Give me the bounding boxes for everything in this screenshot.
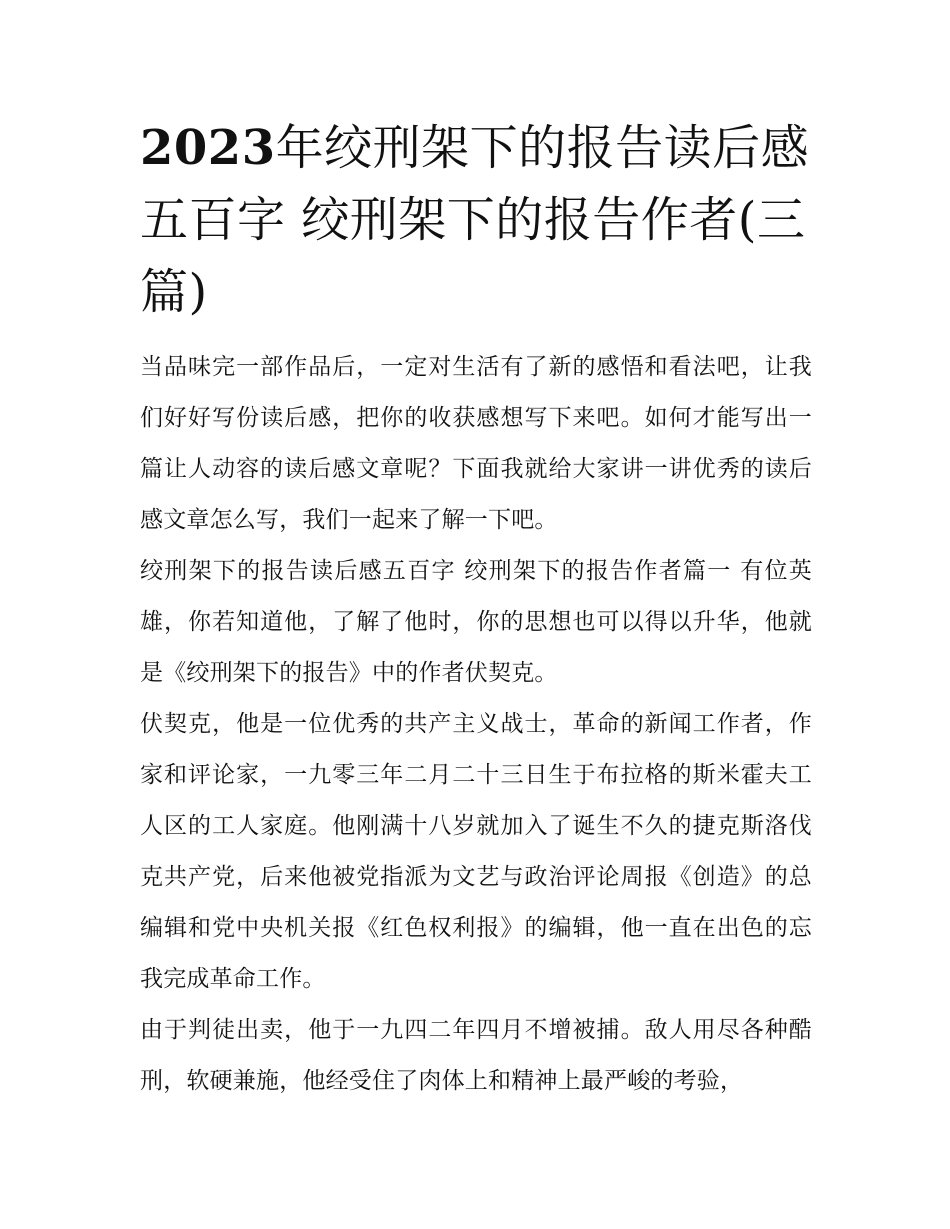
document-title (140, 112, 812, 328)
paragraph-section-one: 绞刑架下的报告读后感五百字 绞刑架下的报告作者篇一 有位英雄，你若知道他，了解了他时，你的思想也可以得以升华，他就是《绞刑架下的报告》中的作者伏契克。 (140, 558, 812, 686)
title-text: 年绞刑架下的报告读后感五百字 绞刑架下的报告作者(三篇) (140, 120, 810, 320)
paragraph-author-bio: 伏契克，他是一位优秀的共产主义战士，革命的新闻工作者，作家和评论家，一九零三年二月二十三日生于布拉格的斯米霍夫工人区的工人家庭。他刚满十八岁就加入了诞生不久的捷克斯洛伐克共产党，后来他被党指派为文艺与政治评论周报《创造》的总编辑和党中央机关报《红色权利报》的编辑，他一直在出色的忘我完成革命工作。 (140, 711, 812, 992)
paragraph-intro: 当品味完一部作品后，一定对生活有了新的感悟和看法吧，让我们好好写份读后感，把你的收获感想写下来吧。如何才能写出一篇让人动容的读后感文章呢？下面我就给大家讲一讲优秀的读后感文章怎么写，我们一起来了解一下吧。 (140, 354, 812, 533)
paragraph-arrest: 由于判徒出卖，他于一九四二年四月不增被捕。敌人用尽各种酷刑，软硬兼施，他经受住了肉体上和精神上最严峻的考验， (140, 1017, 812, 1094)
document-body (140, 112, 812, 1107)
title-year: 2023 (140, 120, 276, 176)
